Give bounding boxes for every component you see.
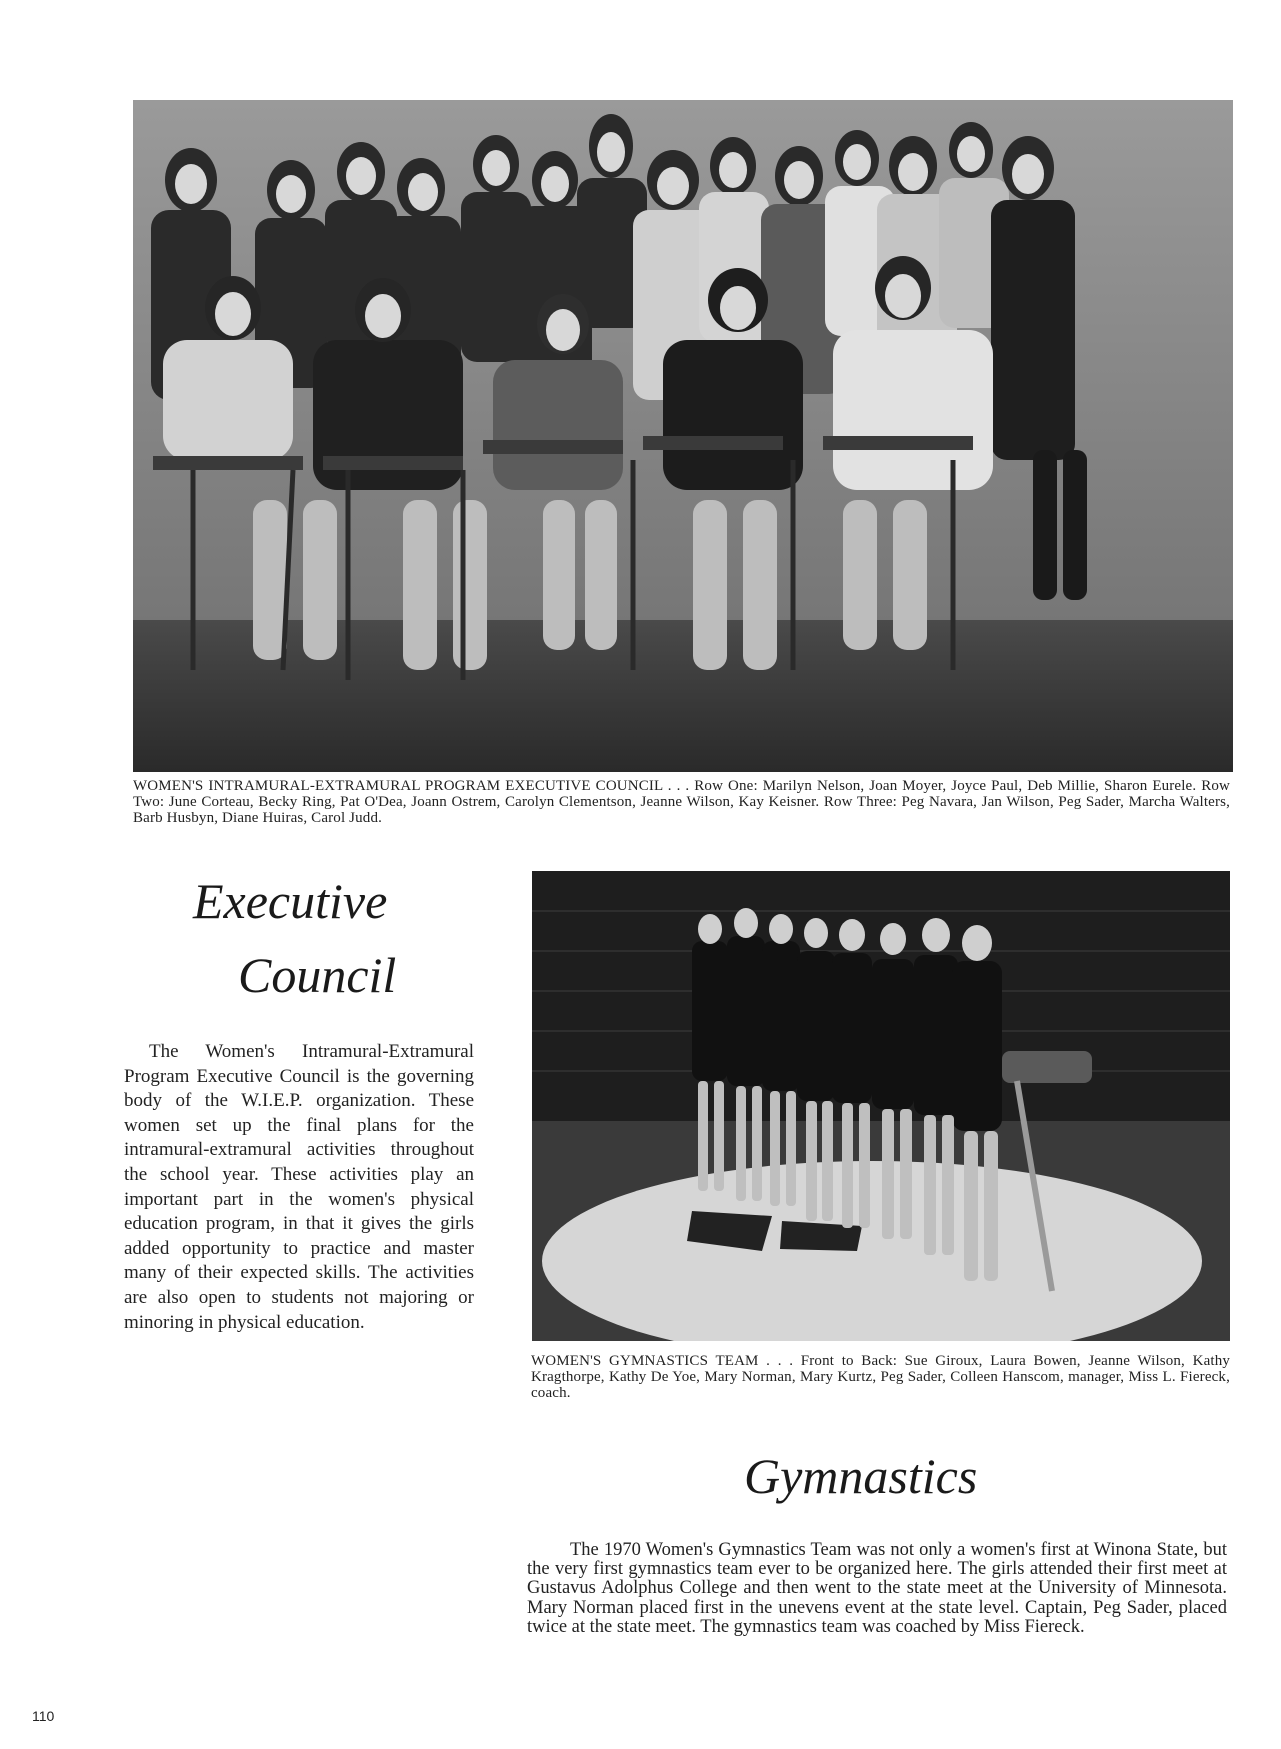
gymnastics-team-photo-art — [532, 871, 1230, 1341]
executive-council-photo-art — [133, 100, 1233, 772]
gymnastics-team-photo — [532, 871, 1230, 1341]
executive-council-photo — [133, 100, 1233, 772]
executive-council-caption: WOMEN'S INTRAMURAL-EXTRAMURAL PROGRAM EXECUTIVE COUNCIL . . . Row One: Marilyn Nelson, Joan Moyer, Joyce Paul, Deb Millie, Sharon Eurele. Row Two: June Corteau, Becky Ring, Pat O'Dea, Joann Ostrem, Carolyn Clementson, Jeanne Wilson, Kay Keisner. Row Three: Peg Navara, Jan Wilson, Peg Sader, Marcha Walters, Barb Husbyn, Diane Huiras, Carol Judd. — [133, 778, 1230, 826]
executive-council-title-line2: Council — [238, 947, 397, 1003]
executive-council-body: The Women's Intramural-Extramural Program Executive Council is the governing body of the W.I.E.P. organization. These women set up the final plans for the intramural-extramural activities throughout the school year. These activities play an important part in the women's physical education program, in that it gives the girls added opportunity to practice and master many of their expected skills. The activities are also open to students not majoring or minoring in physical education. — [124, 1041, 474, 1333]
gymnastics-title: Gymnastics — [744, 1448, 978, 1504]
executive-council-title-line1: Executive — [193, 873, 388, 929]
page-number: 110 — [32, 1708, 55, 1724]
gymnastics-body: The 1970 Women's Gymnastics Team was not only a women's first at Winona State, but the very first gymnastics team ever to be organized here. The girls attended their first meet at Gustavus Adolphus College and then went to the state meet at the University of Minnesota. Mary Norman placed first in the unevens event at the state level. Captain, Peg Sader, placed twice at the state meet. The gymnastics team was coached by Miss Fiereck. — [527, 1540, 1227, 1637]
gymnastics-caption: WOMEN'S GYMNASTICS TEAM . . . Front to Back: Sue Giroux, Laura Bowen, Jeanne Wilson, Kathy Kragthorpe, Kathy De Yoe, Mary Norman, Mary Kurtz, Peg Sader, Colleen Hanscom, manager, Miss L. Fiereck, coach. — [531, 1353, 1230, 1401]
